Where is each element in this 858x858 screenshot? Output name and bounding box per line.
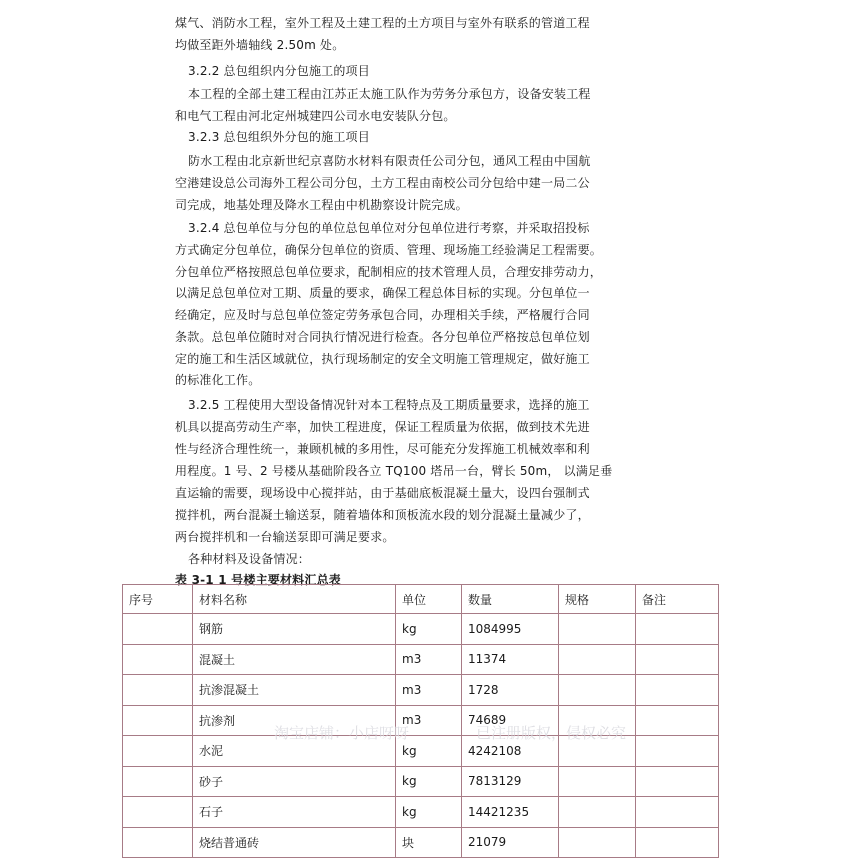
cell	[123, 797, 193, 828]
header-cell: 数量	[462, 585, 559, 614]
text-line: 用程度。1 号、2 号楼从基础阶段各立 TQ100 塔吊一台，臂长 50m， 以满足垂	[175, 464, 613, 478]
header-cell: 备注	[636, 585, 719, 614]
cell: 水泥	[193, 736, 396, 767]
header-cell: 单位	[396, 585, 462, 614]
table-row	[123, 644, 719, 675]
table-row	[123, 827, 719, 858]
cell: 14421235	[462, 797, 559, 828]
cell: 石子	[193, 797, 396, 828]
cell	[636, 766, 719, 797]
cell: m3	[396, 705, 462, 736]
text-line: 定的施工和生活区域就位，执行现场制定的安全文明施工管理规定，做好施工	[175, 352, 590, 366]
text-line: 以满足总包单位对工期、质量的要求，确保工程总体目标的实现。分包单位一	[175, 286, 590, 300]
header-cell: 规格	[559, 585, 636, 614]
text-line: 3.2.4 总包单位与分包的单位总包单位对分包单位进行考察，并采取招投标	[188, 221, 590, 235]
text-line: 搅拌机，两台混凝土输送泵，随着墙体和顶板流水段的划分混凝土量减少了，	[175, 508, 590, 522]
cell	[636, 675, 719, 706]
cell	[636, 705, 719, 736]
table-caption: 表 3-1 1 号楼主要材料汇总表	[175, 573, 341, 587]
text-line: 均做至距外墙轴线 2.50m 处。	[175, 38, 345, 52]
text-line: 性与经济合理性统一，兼顾机械的多用性，尽可能充分发挥施工机械效率和利	[175, 442, 590, 456]
cell	[559, 827, 636, 858]
cell: 21079	[462, 827, 559, 858]
text-line: 空港建设总公司海外工程公司分包，土方工程由南校公司分包给中建一局二公	[175, 176, 590, 190]
cell	[123, 766, 193, 797]
table-row	[123, 705, 719, 736]
cell: m3	[396, 675, 462, 706]
cell: 抗渗混凝土	[193, 675, 396, 706]
cell: 混凝土	[193, 644, 396, 675]
cell: 1084995	[462, 614, 559, 645]
table-row	[123, 736, 719, 767]
cell	[636, 797, 719, 828]
cell: 块	[396, 827, 462, 858]
table-row	[123, 675, 719, 706]
cell	[636, 827, 719, 858]
cell	[123, 827, 193, 858]
text-line: 煤气、消防水工程，室外工程及土建工程的土方项目与室外有联系的管道工程	[175, 16, 590, 30]
text-line: 各种材料及设备情况：	[188, 552, 311, 566]
table-header-row	[123, 585, 719, 614]
text-line: 条款。总包单位随时对合同执行情况进行检查。各分包单位严格按总包单位划	[175, 330, 590, 344]
table-row	[123, 797, 719, 828]
cell: kg	[396, 614, 462, 645]
section-heading: 3.2.2 总包组织内分包施工的项目	[188, 64, 370, 78]
cell	[123, 614, 193, 645]
cell	[636, 614, 719, 645]
cell	[559, 705, 636, 736]
text-line: 分包单位严格按照总包单位要求，配制相应的技术管理人员，合理安排劳动力，	[175, 265, 603, 279]
text-line: 机具以提高劳动生产率，加快工程进度，保证工程质量为依据，做到技术先进	[175, 420, 590, 434]
cell	[559, 614, 636, 645]
section-heading: 3.2.3 总包组织外分包的施工项目	[188, 130, 370, 144]
cell: kg	[396, 736, 462, 767]
cell	[123, 675, 193, 706]
cell	[123, 644, 193, 675]
text-line: 的标准化工作。	[175, 373, 261, 387]
text-line: 两台搅拌机和一台输送泵即可满足要求。	[175, 530, 395, 544]
text-line: 和电气工程由河北定州城建四公司水电安装队分包。	[175, 109, 456, 123]
text-line: 方式确定分包单位，确保分包单位的资质、管理、现场施工经验满足工程需要。	[175, 243, 603, 257]
cell	[636, 736, 719, 767]
cell: 烧结普通砖	[193, 827, 396, 858]
table-row	[123, 614, 719, 645]
cell: kg	[396, 797, 462, 828]
cell	[123, 705, 193, 736]
cell: 74689	[462, 705, 559, 736]
cell	[559, 766, 636, 797]
watermark-registered: 已注册版权，侵权必究	[476, 724, 627, 742]
table-row	[123, 766, 719, 797]
cell: 钢筋	[193, 614, 396, 645]
cell	[559, 644, 636, 675]
cell	[559, 797, 636, 828]
cell: 11374	[462, 644, 559, 675]
materials-table	[122, 584, 719, 858]
cell	[123, 736, 193, 767]
header-cell: 材料名称	[193, 585, 396, 614]
cell: 砂子	[193, 766, 396, 797]
cell: 1728	[462, 675, 559, 706]
text-line: 直运输的需要，现场设中心搅拌站，由于基础底板混凝土量大，设四台强制式	[175, 486, 590, 500]
cell	[559, 675, 636, 706]
cell: m3	[396, 644, 462, 675]
text-line: 3.2.5 工程使用大型设备情况针对本工程特点及工期质量要求，选择的施工	[188, 398, 590, 412]
text-line: 经确定，应及时与总包单位签定劳务承包合同，办理相关手续，严格履行合同	[175, 308, 590, 322]
header-cell: 序号	[123, 585, 193, 614]
watermark-shop: 淘宝店铺：小店呀呀	[274, 724, 410, 742]
text-line: 本工程的全部土建工程由江苏正太施工队作为劳务分承包方，设备安装工程	[188, 87, 591, 101]
cell: kg	[396, 766, 462, 797]
cell: 4242108	[462, 736, 559, 767]
cell: 抗渗剂	[193, 705, 396, 736]
text-line: 司完成，地基处理及降水工程由中机勘察设计院完成。	[175, 198, 468, 212]
cell	[559, 736, 636, 767]
cell: 7813129	[462, 766, 559, 797]
cell	[636, 644, 719, 675]
text-line: 防水工程由北京新世纪京喜防水材料有限责任公司分包，通风工程由中国航	[188, 154, 591, 168]
